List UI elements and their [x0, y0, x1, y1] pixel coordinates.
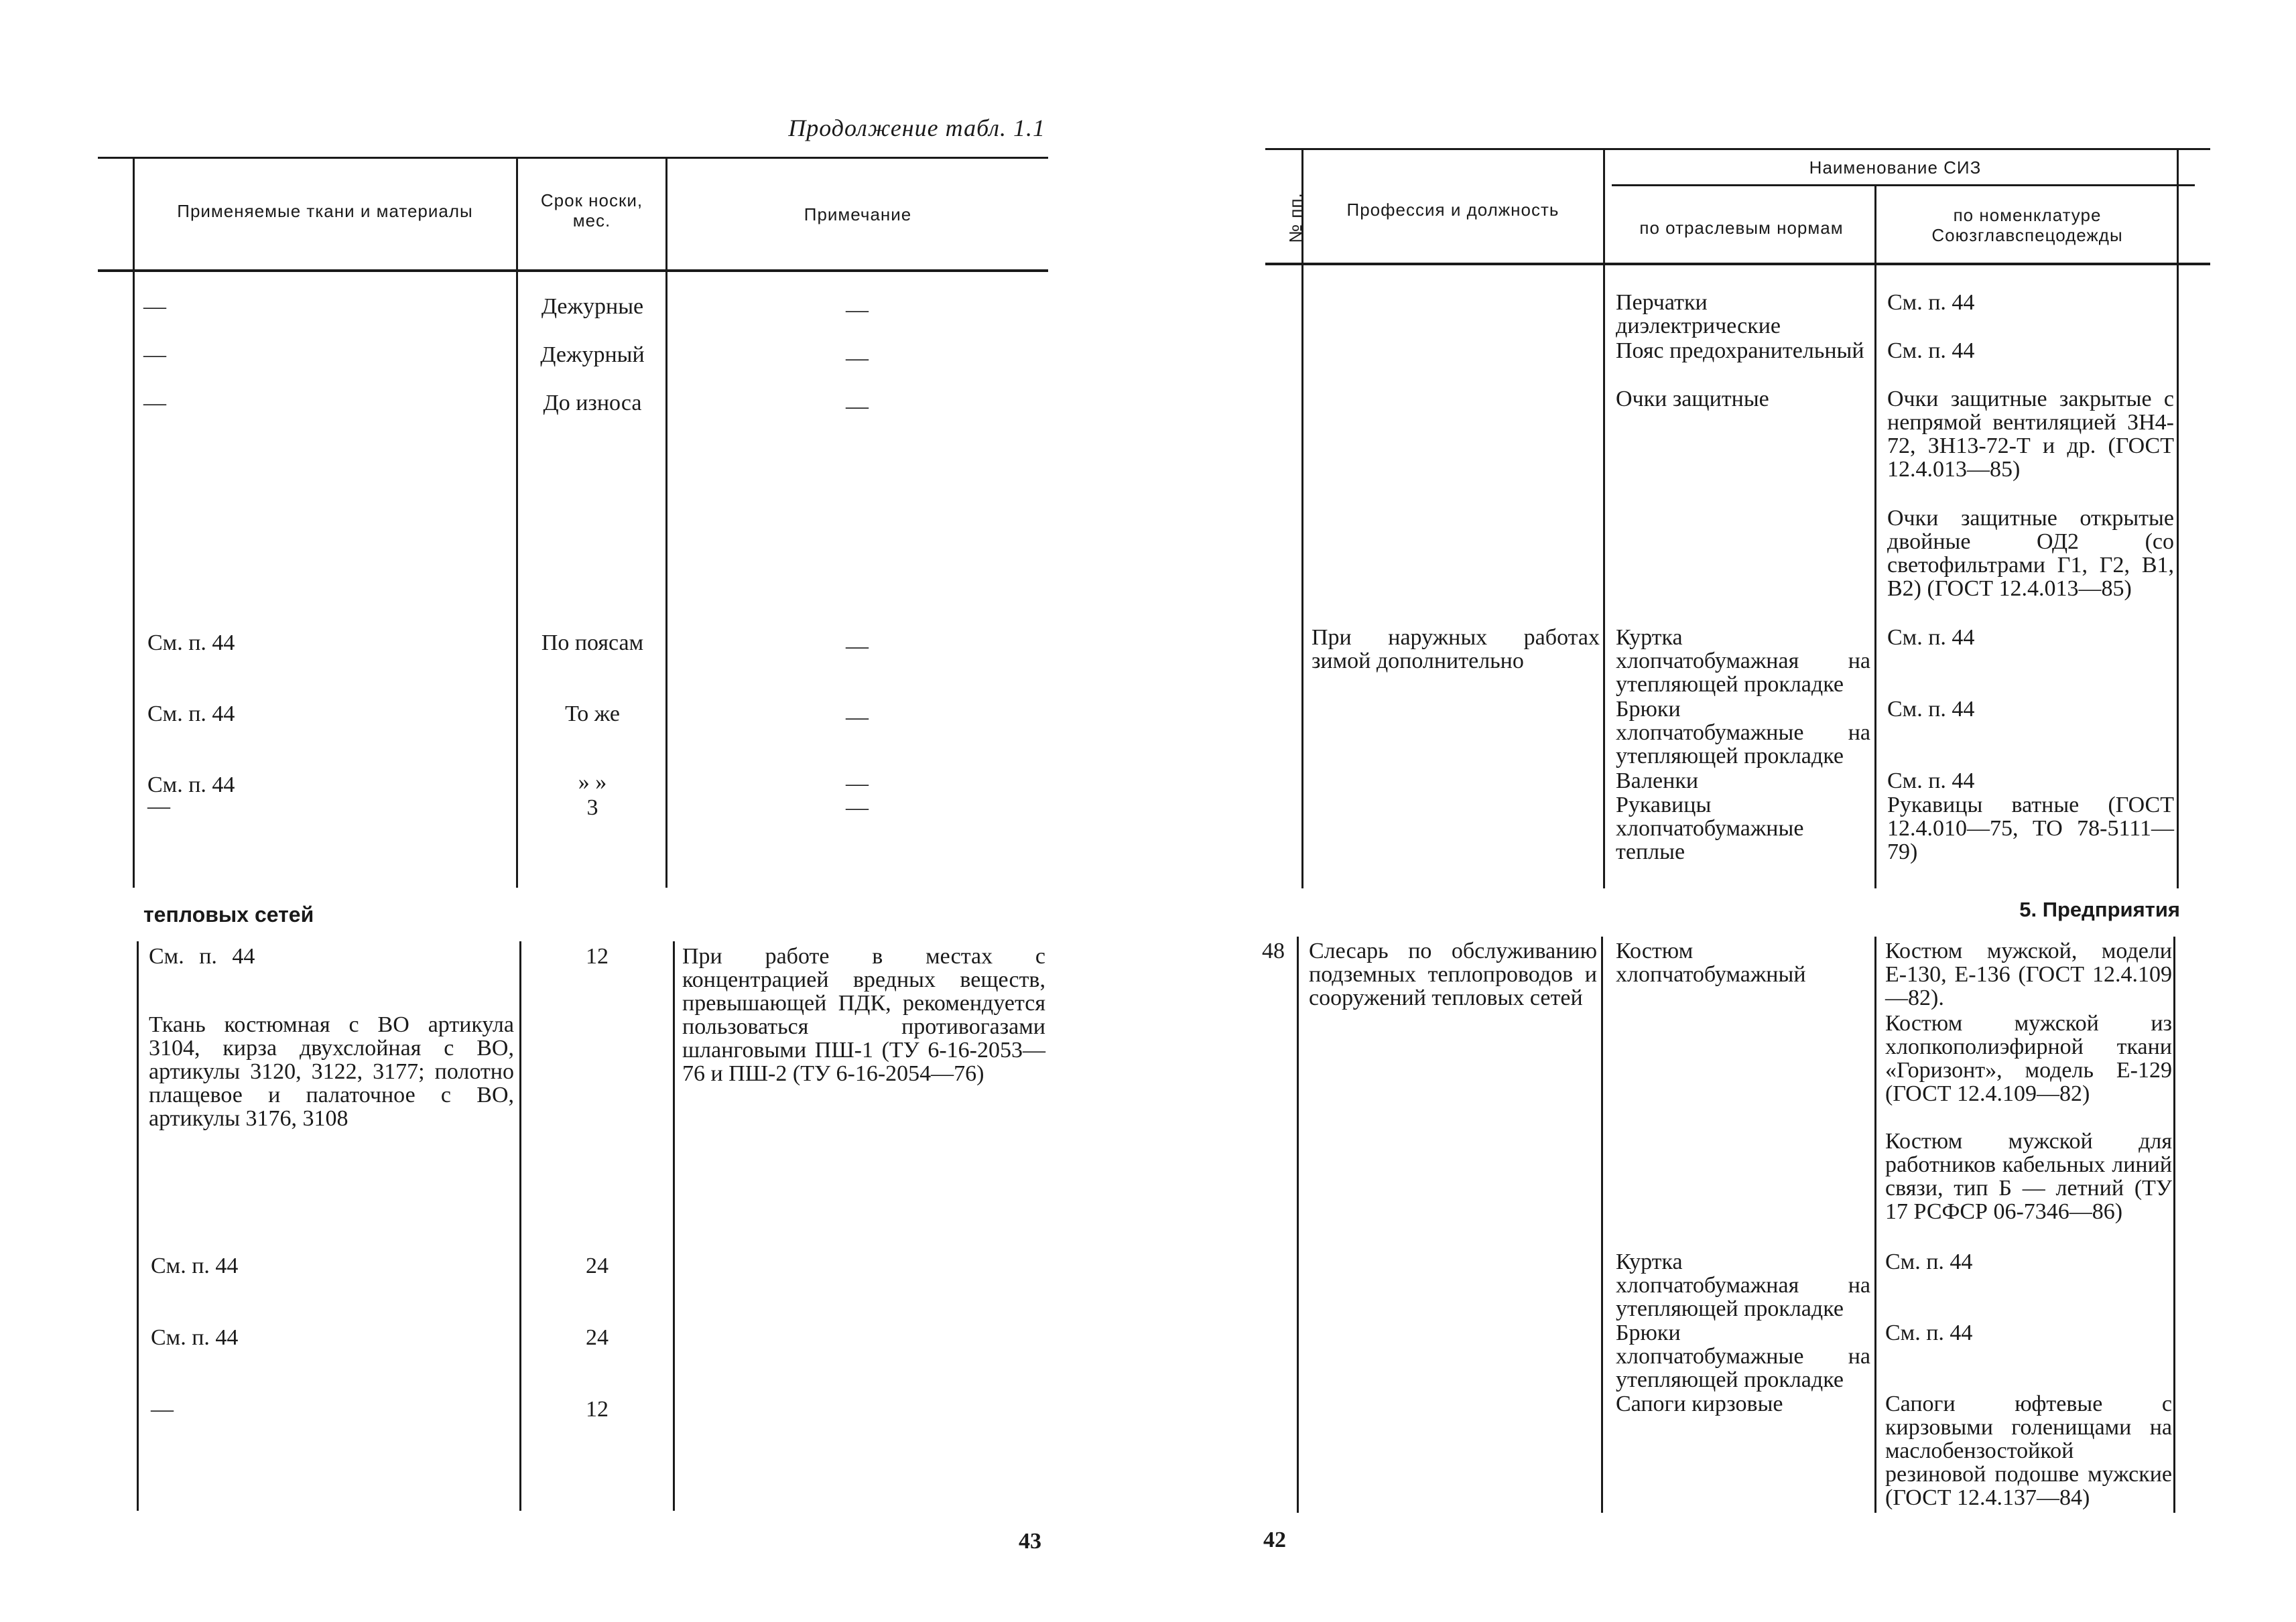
- col-rule: [1874, 186, 1876, 888]
- cell-material: См. п. 44: [149, 944, 255, 969]
- header-by-norms: по отраслевым нормам: [1639, 218, 1844, 238]
- cell-note: —: [846, 297, 869, 322]
- header-siz: Наименование СИЗ: [1809, 157, 1982, 178]
- cell-term: По поясам: [541, 630, 644, 655]
- header-by-nomenclature: по номенклатуре Союзглавспецодежды: [1931, 205, 2123, 245]
- cell-note: —: [846, 394, 869, 419]
- page-number: 43: [1019, 1529, 1041, 1554]
- col-rule: [519, 941, 521, 1511]
- col-rule: [1297, 937, 1299, 1513]
- cell-term: 24: [586, 1254, 609, 1278]
- cell-profession: При наружных работах зимой дополнительно: [1312, 625, 1600, 673]
- cell-item: Брюки хлопчатобумажные на утепляющей прокладке: [1616, 1321, 1870, 1392]
- cell-note: —: [846, 795, 869, 820]
- cell-term: 12: [586, 1397, 609, 1422]
- header-term: Срок носки, мес.: [540, 190, 643, 230]
- siz-subheader-rule: [1612, 184, 2195, 186]
- cell-item: Пояс предохранительный: [1616, 338, 1864, 363]
- cell-material: —: [151, 1397, 174, 1422]
- cell-material: См. п. 44: [147, 772, 235, 797]
- col-rule: [1603, 150, 1605, 888]
- cell-note: —: [846, 705, 869, 730]
- table-caption: Продолжение табл. 1.1: [788, 115, 1045, 141]
- cell-nomenclature: См. п. 44: [1887, 338, 1975, 363]
- section-title: 5. Предприятия: [2019, 898, 2180, 921]
- cell-material: Ткань костюмная с ВО артикула 3104, кирза двухслойная с ВО, артикулы 3120, 3122, 3177; полотно плащевое и палаточное с ВО, артикулы 3176, 3108: [149, 1012, 514, 1131]
- table-top-rule: [98, 157, 1048, 159]
- cell-nomenclature: См. п. 44: [1887, 697, 1975, 722]
- cell-nomenclature: Очки защитные закрытые с непрямой вентиляцией ЗН4-72, ЗН13-72-Т и др. (ГОСТ 12.4.013—85): [1887, 387, 2174, 482]
- section-title: тепловых сетей: [143, 902, 314, 927]
- col-rule: [673, 941, 675, 1511]
- cell-item: Очки защитные: [1616, 387, 1769, 411]
- cell-item: Перчатки диэлектрические: [1616, 290, 1781, 338]
- cell-term: До износа: [543, 391, 642, 415]
- cell-item: Куртка хлопчатобумажная на утепляющей прокладке: [1616, 625, 1870, 697]
- header-bottom-rule: [1265, 263, 2210, 265]
- right-page: [1148, 0, 2296, 1622]
- col-rule: [2177, 150, 2179, 888]
- header-note: Примечание: [804, 204, 912, 224]
- col-rule: [133, 159, 135, 888]
- cell-nomenclature: Очки защитные открытые двойные ОД2 (со светофильтрами Г1, Г2, В1, В2) (ГОСТ 12.4.013—85): [1887, 506, 2174, 601]
- page-number: 42: [1263, 1528, 1286, 1552]
- header-bottom-rule: [98, 269, 1048, 272]
- cell-material: См. п. 44: [151, 1325, 239, 1350]
- cell-nomenclature: Костюм мужской, модели Е-130, Е-136 (ГОСТ 12.4.109—82).: [1885, 939, 2172, 1010]
- cell-item: Костюм хлопчатобумажный: [1616, 939, 1806, 987]
- cell-nomenclature: Сапоги юфтевые с кирзовыми голенищами на маслобензостойкой резиновой подошве мужские (ГОСТ 12.4.137—84): [1885, 1392, 2172, 1510]
- cell-note: —: [846, 346, 869, 370]
- cell-nomenclature: Костюм мужской для работников кабельных линий связи, тип Б — летний (ТУ 17 РСФСР 06-7346—86): [1885, 1129, 2172, 1224]
- cell-term: То же: [565, 701, 620, 726]
- cell-term: 3: [586, 795, 598, 820]
- cell-term: Дежурные: [541, 294, 644, 319]
- cell-note: При работе в местах с концентрацией вредных веществ, превышающей ПДК, рекомендуется пользоваться противогазами шланговыми ПШ-1 (ТУ 6-16-2053—76 и ПШ-2 (ТУ 6-16-2054—76): [682, 944, 1045, 1086]
- header-num: № пп.: [1285, 192, 1305, 243]
- cell-item: Брюки хлопчатобумажные на утепляющей прокладке: [1616, 697, 1870, 768]
- header-profession: Профессия и должность: [1346, 200, 1559, 220]
- cell-material: —: [143, 294, 166, 319]
- col-rule: [665, 159, 667, 888]
- cell-nomenclature: См. п. 44: [1885, 1249, 1973, 1274]
- cell-material: См. п. 44: [151, 1254, 239, 1278]
- cell-term: 12: [586, 944, 609, 969]
- cell-material: См. п. 44: [147, 701, 235, 726]
- cell-term: » »: [578, 770, 607, 795]
- cell-material: См. п. 44: [147, 630, 235, 655]
- col-rule: [1601, 937, 1603, 1513]
- cell-term: 24: [586, 1325, 609, 1350]
- col-rule: [1874, 937, 1876, 1513]
- cell-note: —: [846, 771, 869, 796]
- col-rule: [2173, 937, 2175, 1513]
- cell-material: —: [143, 342, 166, 367]
- table-top-rule: [1265, 148, 2210, 150]
- cell-item: Рукавицы хлопчатобумажные теплые: [1616, 793, 1804, 864]
- cell-number: 48: [1262, 939, 1285, 963]
- cell-material: —: [147, 794, 170, 819]
- cell-item: Сапоги кирзовые: [1616, 1392, 1783, 1416]
- cell-profession: Слесарь по обслуживанию подземных теплопроводов и сооружений тепловых сетей: [1309, 939, 1597, 1010]
- cell-nomenclature: См. п. 44: [1887, 768, 1975, 793]
- col-rule: [137, 941, 139, 1511]
- cell-item: Валенки: [1616, 768, 1699, 793]
- cell-item: Куртка хлопчатобумажная на утепляющей прокладке: [1616, 1249, 1870, 1321]
- cell-nomenclature: См. п. 44: [1887, 625, 1975, 650]
- cell-note: —: [846, 634, 869, 659]
- cell-nomenclature: Костюм мужской из хлопкополиэфирной ткани «Горизонт», модель Е-129 (ГОСТ 12.4.109—82): [1885, 1011, 2172, 1106]
- cell-nomenclature: Рукавицы ватные (ГОСТ 12.4.010—75, ТО 78-5111—79): [1887, 793, 2174, 864]
- cell-nomenclature: См. п. 44: [1885, 1321, 1973, 1345]
- cell-material: —: [143, 391, 166, 415]
- cell-term: Дежурный: [540, 342, 645, 367]
- header-materials: Применяемые ткани и материалы: [177, 201, 473, 221]
- col-rule: [516, 159, 518, 888]
- cell-nomenclature: См. п. 44: [1887, 290, 1975, 315]
